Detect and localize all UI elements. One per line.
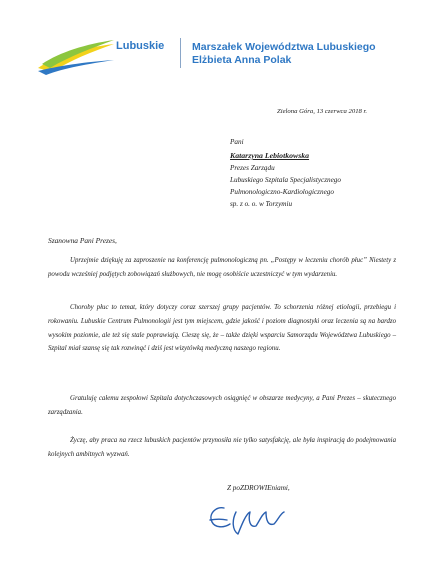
marshal-name: Elżbieta Anna Polak bbox=[192, 54, 292, 66]
closing: Z poZDROWIEniami, bbox=[227, 484, 290, 492]
greeting: Szanowna Pani Prezes, bbox=[48, 236, 117, 245]
header-divider bbox=[180, 38, 181, 68]
recipient-line-2: Lubuskiego Szpitala Specjalistycznego bbox=[230, 176, 341, 184]
recipient-line-4: sp. z o. o. w Torzymiu bbox=[230, 200, 293, 208]
recipient-line-3: Pulmonologiczno-Kardiologicznego bbox=[230, 188, 334, 196]
paragraph-1: Uprzejmie dziękuję za zaproszenie na konferencję pulmonologiczną pn. „Postępy w leczeniu chorób płuc” Niestety z powodu wcześniej podjętych zobowiązań służbowych, nie mogę osobiście uczestniczyć w tym wydarzeniu. bbox=[48, 257, 396, 278]
paragraph-4: Życzę, aby praca na rzecz lubuskich pacjentów przynosiła nie tylko satysfakcję, ale była inspiracją do podejmowania kolejnych ambitnych wyzwań. bbox=[48, 437, 396, 458]
paragraph-2: Choroby płuc to temat, który dotyczy coraz szerszej grupy pacjentów. To schorzenia różnej etiologii, przebiegu i rokowaniu. Lubuskie Centrum Pulmonologii jest tym miejscem, gdzie jakość i poziom diagnostyki oraz leczenia są na bardzo wysokim poziomie, ale też się stale poprawiają. Cieszę się, że – także dzięki wsparciu Samorządu Województwa Lubuskiego – Szpital miał szansę się tak rozwinąć i dziś jest wizytówką medyczną naszego regionu. bbox=[48, 304, 396, 353]
recipient-line-1: Prezes Zarządu bbox=[230, 164, 275, 172]
signature-icon bbox=[202, 500, 302, 542]
letter-date: Zielona Góra, 13 czerwca 2018 r. bbox=[277, 108, 368, 115]
marshal-title: Marszałek Województwa Lubuskiego bbox=[192, 41, 376, 53]
paragraph-3: Gratuluję całemu zespołowi Szpitala dotychczasowych osiągnięć w obszarze medycyny, a Pani Prezes – skutecznego zarządzania. bbox=[48, 395, 396, 416]
recipient-name: Katarzyna Lebiotkowska bbox=[230, 151, 310, 160]
recipient-salutation: Pani bbox=[230, 138, 244, 146]
lubuskie-logo-icon bbox=[36, 38, 116, 78]
logo-text: Lubuskie bbox=[116, 40, 165, 52]
